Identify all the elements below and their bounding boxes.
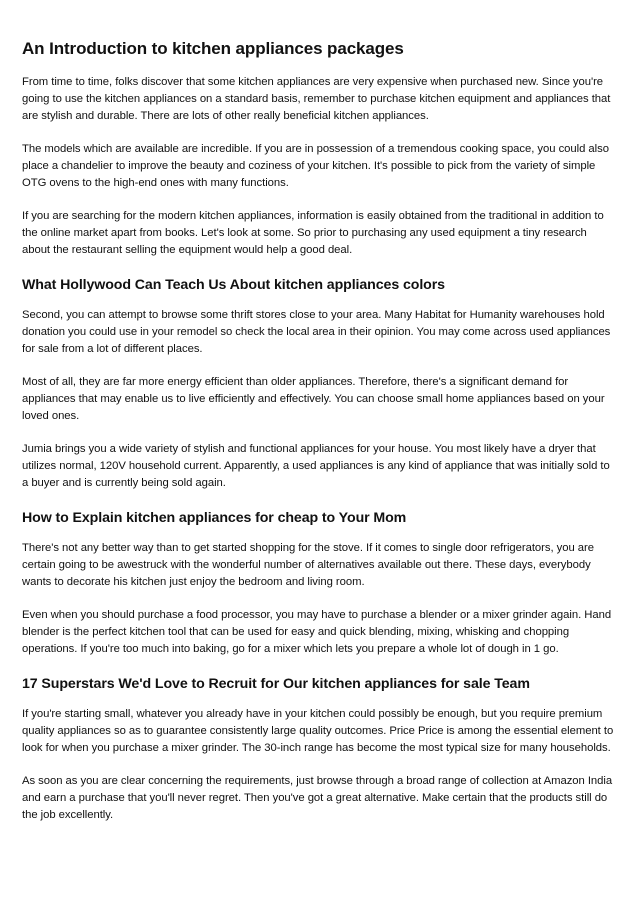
intro-paragraph-1: From time to time, folks discover that some kitchen appliances are very expensive when purchased new. Since you're going to use the kitchen appliances on a standard basis, remember to purchase kitchen equipment and appliances that are stylish and durable. There are lots of other really beneficial kitchen appliances. (22, 76, 611, 122)
section-heading: What Hollywood Can Teach Us About kitchen appliances colors (22, 277, 445, 293)
section-heading: 17 Superstars We'd Love to Recruit for Our kitchen appliances for sale Team (22, 676, 530, 692)
section-paragraph: There's not any better way than to get started shopping for the stove. If it comes to single door refrigerators, you are certain going to be awestruck with the wonderful number of alternatives available out there. These days, everybody wants to decorate his kitchen just enjoy the bedroom and living room. (22, 542, 594, 588)
section-colors (22, 275, 616, 492)
section-for-sale (22, 674, 616, 824)
section-paragraph: Even when you should purchase a food processor, you may have to purchase a blender or a mixer grinder again. Hand blender is the perfect kitchen tool that can be used for easy and quick blending, mixing, whisking and chopping operations. If you're too much into baking, go for a mixer which lets you prepare a whole lot of dough in 1 go. (22, 609, 612, 655)
section-paragraph: Second, you can attempt to browse some thrift stores close to your area. Many Habitat for Humanity warehouses hold donation you could use in your remodel so check the local area in their opinion. You may come across used appliances for sale from a lot of different places. (22, 309, 611, 355)
section-paragraph: If you're starting small, whatever you already have in your kitchen could possibly be enough, but you require premium quality appliances so as to guarantee consistently large quality outcomes. Price Price is among the essential element to look for when you purchase a mixer grinder. The 30-inch range has become the most typical size for many households. (22, 708, 614, 754)
section-paragraph: Jumia brings you a wide variety of stylish and functional appliances for your house. You most likely have a dryer that utilizes normal, 120V household current. Apparently, a used appliances is any kind of appliance that was initially sold to a buyer and is currently being sold again. (22, 443, 610, 489)
section-paragraph: Most of all, they are far more energy efficient than older appliances. Therefore, there's a significant demand for appliances that may enable us to live efficiently and effectively. You can choose small home appliances based on your loved ones. (22, 376, 605, 422)
section-paragraph: As soon as you are clear concerning the requirements, just browse through a broad range of collection at Amazon India and earn a purchase that you'll never regret. Then you've got a great alternative. Make certain that the products still do the job excellently. (22, 775, 613, 821)
section-cheap (22, 508, 616, 658)
page-title: An Introduction to kitchen appliances packages (22, 39, 404, 58)
intro-paragraph-3: If you are searching for the modern kitchen appliances, information is easily obtained from the traditional in addition to the online market apart from books. Let's look at some. So prior to purchasing any used equipment a tiny research about the restaurant selling the equipment would help a good deal. (22, 210, 604, 256)
intro-paragraph-2: The models which are available are incredible. If you are in possession of a tremendous cooking space, you could also place a chandelier to improve the beauty and coziness of your kitchen. It's possible to pick from the variety of simple OTG ovens to the high-end ones with many functions. (22, 143, 609, 189)
section-heading: How to Explain kitchen appliances for cheap to Your Mom (22, 510, 407, 526)
